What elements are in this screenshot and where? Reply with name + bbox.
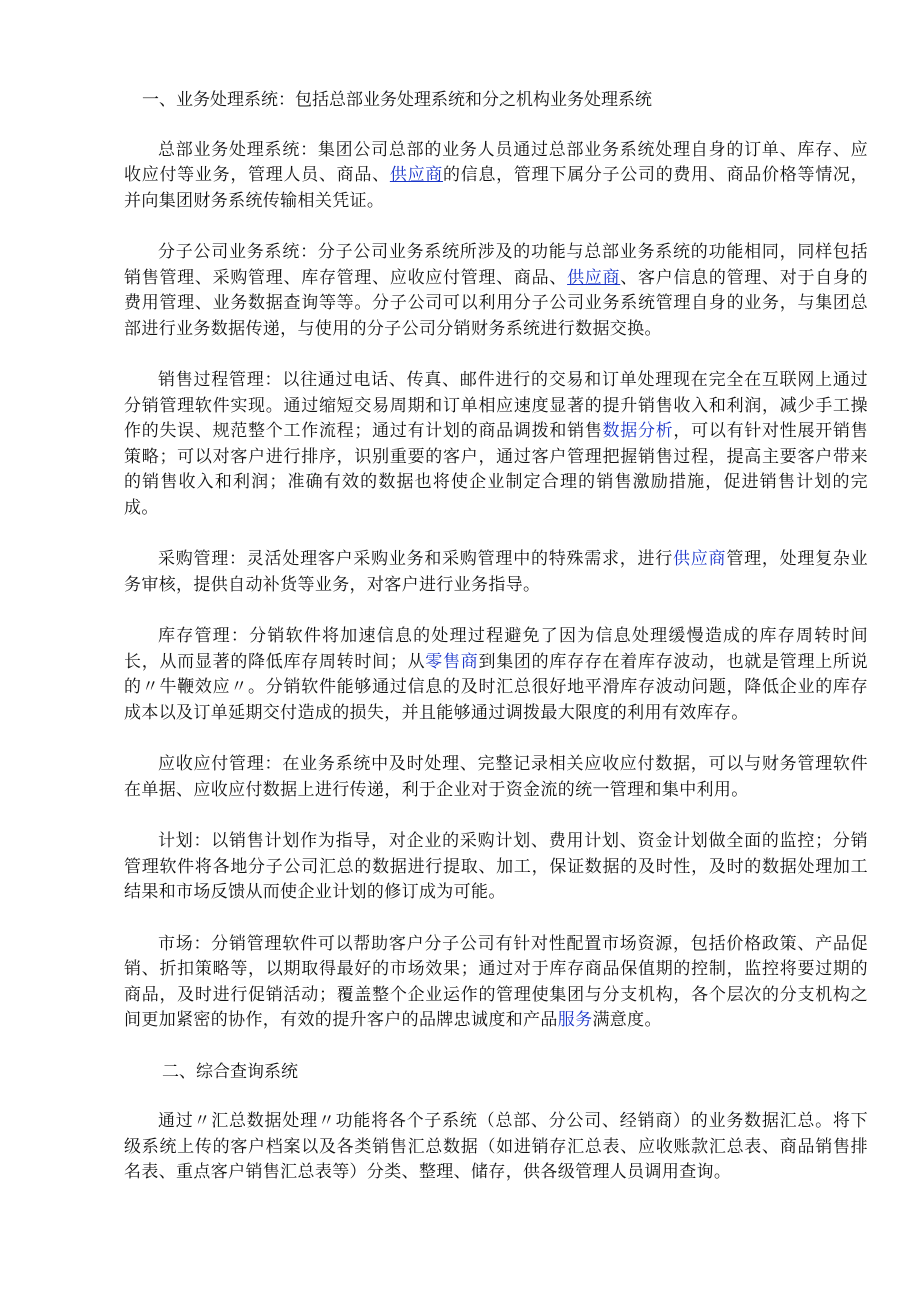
text-segment: 的信息，管理下属分子公司的费用、商品价格等情况，并向集团财务系统传输相关凭证。 [124,165,868,211]
text-segment: 满意度。 [592,1010,662,1030]
paragraph-branch-system [124,240,868,342]
supplier-link[interactable]: 供应商 [567,267,621,288]
paragraph-headquarters-system [124,138,868,215]
paragraph-receivable-payable: 应收应付管理：在业务系统中及时处理、完整记录相关应收应付数据，可以与财务管理软件在单据、应收应付数据上进行传递，利于企业对于资金流的统一管理和集中利用。 [124,754,868,800]
document-body [124,88,868,1212]
paragraph-market [124,932,868,1034]
text-segment: 管理，处理复杂业务审核，提供自动补货等业务，对客户进行业务指导。 [124,549,868,595]
paragraph-inventory-management [124,624,868,726]
paragraph-sales-management [124,368,868,521]
text-segment: 总部业务处理系统：集团公司总部的业务人员通过总部业务系统处理自身的订单、库存、应收应付等业务，管理人员、商品、 [124,139,868,185]
section-heading-query-system: 二、综合查询系统 [162,1061,298,1082]
retailer-link[interactable]: 零售商 [425,651,479,672]
supplier-link[interactable]: 供应商 [673,549,727,569]
service-link[interactable]: 服务 [557,1010,593,1030]
text-segment: 采购管理：灵活处理客户采购业务和采购管理中的特殊需求，进行 [158,549,674,569]
paragraph-planning: 计划：以销售计划作为指导，对企业的采购计划、费用计划、资金计划做全面的监控；分销管理软件将各地分子公司汇总的数据进行提取、加工，保证数据的及时性，及时的数据处理加工结果和市场反馈从而使企业计划的修订成为可能。 [124,831,868,902]
supplier-link[interactable]: 供应商 [389,165,444,185]
text-segment: 分子公司业务系统：分子公司业务系统所涉及的功能与总部业务系统的功能相同，同样包括销售管理、采购管理、库存管理、应收应付管理、商品、 [124,242,868,288]
data-analysis-link[interactable]: 数据分析 [602,421,674,441]
text-segment: ，可以有针对性展开销售策略；可以对客户进行排序，识别重要的客户，通过客户管理把握销售过程，提高主要客户带来的销售收入和利润；准确有效的数据也将使企业制定合理的销售激励措施，促进销售计划的完成。 [124,421,868,518]
text-segment: 到集团的库存存在着库存波动，也就是管理上所说的〃牛鞭效应〃。分销软件能够通过信息的及时汇总很好地平滑库存波动问题，降低企业的库存成本以及订单延期交付造成的损失，并且能够通过调拨最大限度的利用有效库存。 [124,651,868,723]
paragraph-summary-query: 通过〃汇总数据处理〃功能将各个子系统（总部、分公司、经销商）的业务数据汇总。将下级系统上传的客户档案以及各类销售汇总数据（如进销存汇总表、应收账款汇总表、商品销售排名表、重点客户销售汇总表等）分类、整理、储存，供各级管理人员调用查询。 [124,1111,868,1182]
text-segment: 销售过程管理：以往通过电话、传真、邮件进行的交易和订单处理现在完全在互联网上通过分销管理软件实现。通过缩短交易周期和订单相应速度显著的提升销售收入和利润，减少手工操作的失误、规范整个工作流程；通过有计划的商品调拨和销售 [124,370,868,441]
section-heading-business-processing: 一、业务处理系统：包括总部业务处理系统和分之机构业务处理系统 [142,90,652,110]
paragraph-purchase-management [124,547,868,598]
text-segment: 库存管理：分销软件将加速信息的处理过程避免了因为信息处理缓慢造成的库存周转时间长，从而显著的降低库存周转时间；从 [124,626,868,672]
text-segment: 市场：分销管理软件可以帮助客户分子公司有针对性配置市场资源，包括价格政策、产品促销、折扣策略等，以期取得最好的市场效果；通过对于库存商品保值期的控制，监控将要过期的商品，及时进行促销活动；覆盖整个企业运作的管理使集团与分支机构，各个层次的分支机构之间更加紧密的协作，有效的提升客户的品牌忠诚度和产品 [124,933,868,1030]
text-segment: 、客户信息的管理、对于自身的费用管理、业务数据查询等等。分子公司可以利用分子公司业务系统管理自身的业务，与集团总部进行业务数据传递，与使用的分子公司分销财务系统进行数据交换。 [124,267,868,339]
